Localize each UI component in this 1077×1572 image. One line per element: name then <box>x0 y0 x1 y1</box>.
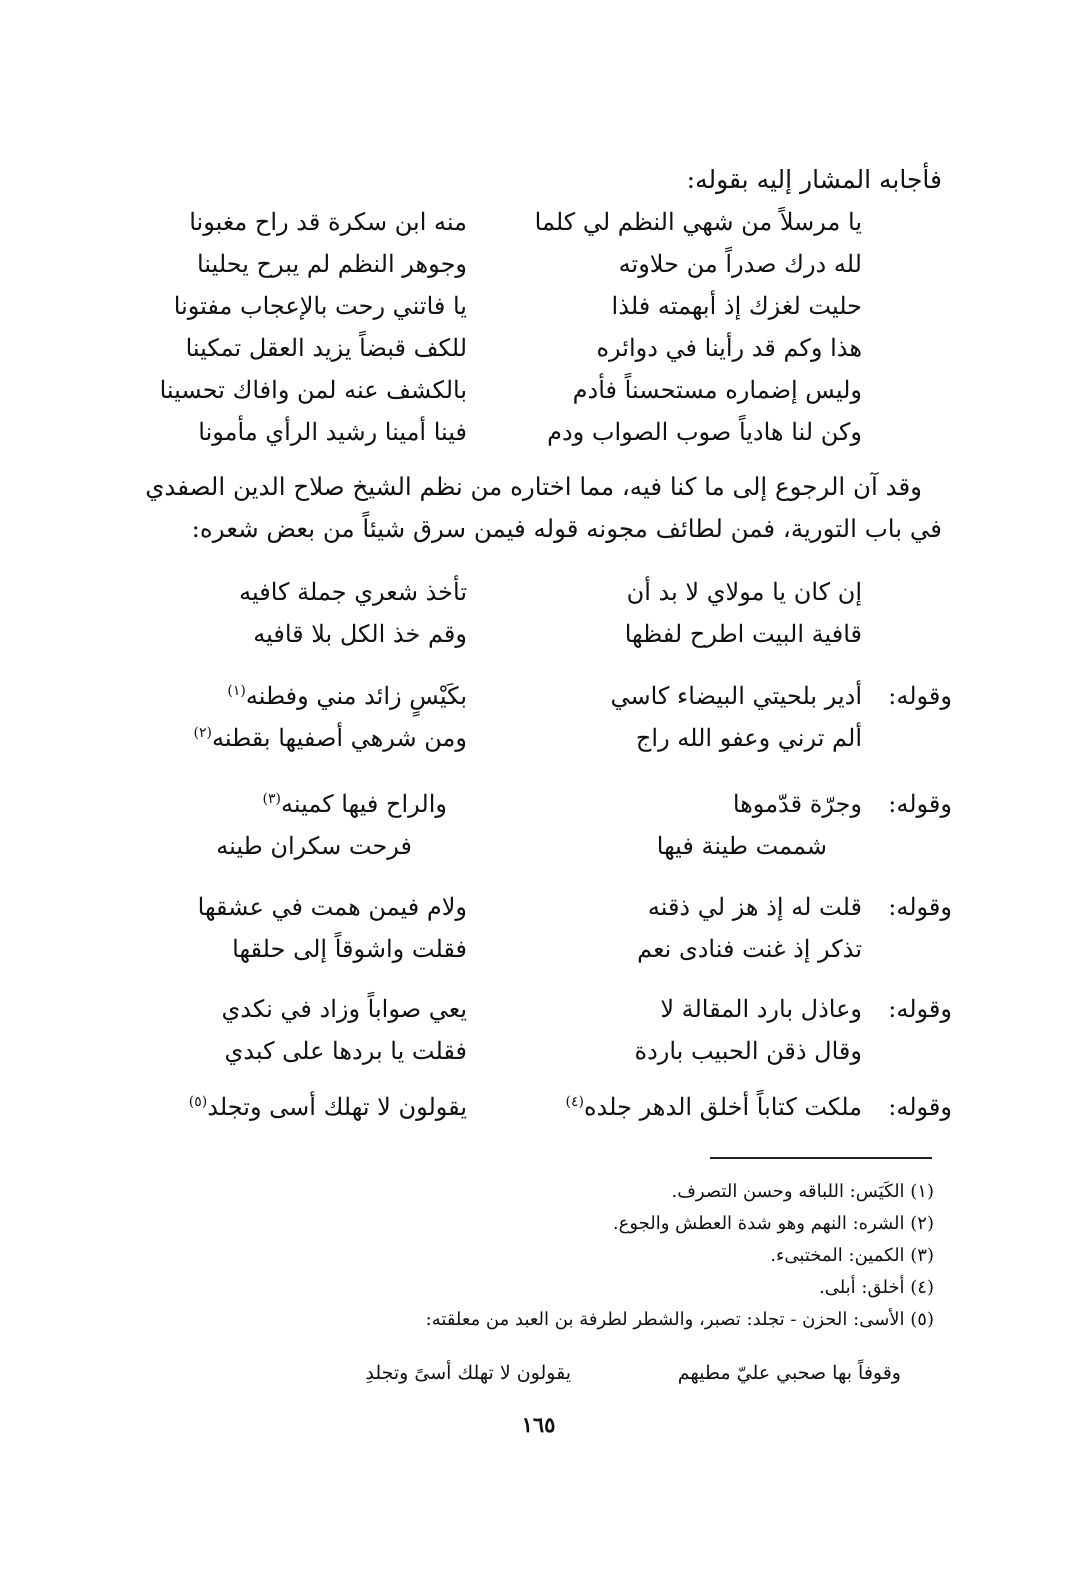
verse-first-hemistich: يا مرسلاً من شهي النظم لي كلما <box>534 208 862 236</box>
verse-second-hemistich: يعي صواباً وزاد في نكدي <box>221 995 467 1023</box>
verse-second-hemistich: يقولون لا تهلك أسى وتجلد$^{(٥)}$ <box>188 1093 467 1121</box>
verse-second-hemistich: وقم خذ الكل بلا قافيه <box>253 620 467 648</box>
verse-second-hemistich: فينا أمينا رشيد الرأي مأمونا <box>198 418 467 446</box>
verse-first-hemistich: قلت له إذ هز لي ذقنه <box>647 893 862 921</box>
verse-line <box>100 1093 952 1135</box>
verse-line <box>100 995 952 1037</box>
page-number: ١٦٥ <box>521 1412 556 1437</box>
verse-lead-label: وقوله: <box>888 995 952 1023</box>
verse-lead-label: وقوله: <box>888 1093 952 1121</box>
verse-first-hemistich: وليس إضماره مستحسناً فأدم <box>572 376 862 404</box>
poem-dhaqn <box>100 893 952 977</box>
verse-first-hemistich: وقوفاً بها صحبي عليّ مطيهم <box>677 1362 901 1384</box>
poem-adhil <box>100 995 952 1079</box>
verse-line <box>100 620 952 662</box>
footnote-ref: (٢) <box>193 725 212 741</box>
verse-second-hemistich: فرحت سكران طينه <box>216 832 412 860</box>
verse-first-hemistich: وقال ذقن الحبيب باردة <box>634 1037 862 1065</box>
verse-second-hemistich: فقلت واشوقاً إلى حلقها <box>232 935 467 963</box>
verse-first-hemistich: وعاذل بارد المقالة لا <box>660 995 862 1023</box>
verse-second-hemistich: للكف قبضاً يزيد العقل تمكينا <box>185 334 467 362</box>
poem-reply <box>100 208 952 460</box>
verse-second-hemistich: منه ابن سكرة قد راح مغبونا <box>189 208 467 236</box>
footnote-ref: (٤) <box>565 1094 584 1110</box>
footnote-ref: (١) <box>227 683 246 699</box>
footnotes <box>426 1176 934 1336</box>
verse-lead-label: وقوله: <box>888 682 952 710</box>
prose-line: في باب التورية، فمن لطائف مجونه قوله فيمن سرق شيئاً من بعض شعره: <box>191 514 942 543</box>
verse-line <box>100 724 952 766</box>
verse-line <box>100 935 952 977</box>
verse-first-hemistich: إن كان يا مولاي لا بد أن <box>626 578 862 606</box>
verse-first-hemistich: وكن لنا هادياً صوب الصواب ودم <box>547 418 862 446</box>
verse-first-hemistich: وجرّة قدّموها <box>732 790 862 818</box>
poem-kasi <box>100 682 952 766</box>
verse-second-hemistich: بالكشف عنه لمن وافاك تحسينا <box>159 376 467 404</box>
footnote-divider <box>710 1157 932 1159</box>
footnote: (٤) أخلق: أبلى. <box>818 1277 934 1298</box>
verse-second-hemistich: فقلت يا بردها على كبدي <box>224 1037 467 1065</box>
verse-lead-label: وقوله: <box>888 790 952 818</box>
verse-second-hemistich: تأخذ شعري جملة كافيه <box>239 578 467 606</box>
verse-line <box>100 250 952 292</box>
footnote: (٣) الكمين: المختبىء. <box>770 1245 934 1266</box>
intro-line: فأجابه المشار إليه بقوله: <box>686 165 942 194</box>
verse-first-hemistich: ملكت كتاباً أخلق الدهر جلده$^{(٤)}$ <box>565 1093 862 1121</box>
verse-line <box>100 376 952 418</box>
verse-first-hemistich: حليت لغزك إذ أبهمته فلذا <box>611 292 862 320</box>
footnote: (١) الكَيَس: اللباقه وحسن التصرف. <box>671 1181 934 1202</box>
verse-line <box>100 208 952 250</box>
verse-second-hemistich: يا فاتني رحت بالإعجاب مفتونا <box>173 292 467 320</box>
verse-first-hemistich: شممت طينة فيها <box>656 832 827 860</box>
poem-jarra <box>100 790 952 874</box>
verse-second-hemistich: ولام فيمن همت في عشقها <box>197 893 467 921</box>
footnote-verse <box>365 1362 901 1384</box>
verse-line <box>100 790 952 832</box>
verse-line <box>100 334 952 376</box>
footnote-ref: (٥) <box>188 1094 208 1110</box>
verse-second-hemistich: وجوهر النظم لم يبرح يحلينا <box>197 250 467 278</box>
verse-first-hemistich: لله درك صدراً من حلاوته <box>618 250 862 278</box>
verse-second-hemistich: ومن شرهي أصفيها بقطنه$^{(٢)}$ <box>193 724 467 752</box>
verse-line <box>100 682 952 724</box>
verse-second-hemistich: يقولون لا تهلك أسىً وتجلدِ <box>365 1362 571 1384</box>
prose-paragraph <box>100 466 942 550</box>
verse-line <box>100 292 952 334</box>
poem-kitab <box>100 1093 952 1135</box>
footnote-ref: (٣) <box>262 791 282 807</box>
verse-second-hemistich: والراح فيها كمينه$^{(٣)}$ <box>262 790 447 818</box>
poem-qafiya <box>100 578 952 662</box>
prose-line: وقد آن الرجوع إلى ما كنا فيه، مما اختاره من نظم الشيخ صلاح الدين الصفدي <box>145 472 922 501</box>
verse-lead-label: وقوله: <box>888 893 952 921</box>
verse-first-hemistich: هذا وكم قد رأينا في دوائره <box>596 334 862 362</box>
verse-first-hemistich: تذكر إذ غنت فنادى نعم <box>637 935 862 963</box>
verse-line <box>100 1037 952 1079</box>
verse-line <box>100 893 952 935</box>
verse-line <box>100 578 952 620</box>
footnote: (٢) الشره: النهم وهو شدة العطش والجوع. <box>612 1213 934 1234</box>
verse-first-hemistich: أدير بلحيتي البيضاء كاسي <box>610 682 862 710</box>
verse-first-hemistich: قافية البيت اطرح لفظها <box>624 620 862 648</box>
verse-first-hemistich: ألم ترني وعفو الله راج <box>635 724 862 752</box>
verse-line <box>100 418 952 460</box>
verse-second-hemistich: بكَيْسٍ زائد مني وفطنه$^{(١)}$ <box>227 682 467 710</box>
verse-line <box>100 832 952 874</box>
footnote: (٥) الأسى: الحزن - تجلد: تصبر، والشطر لطرفة بن العبد من معلقته: <box>425 1309 934 1330</box>
